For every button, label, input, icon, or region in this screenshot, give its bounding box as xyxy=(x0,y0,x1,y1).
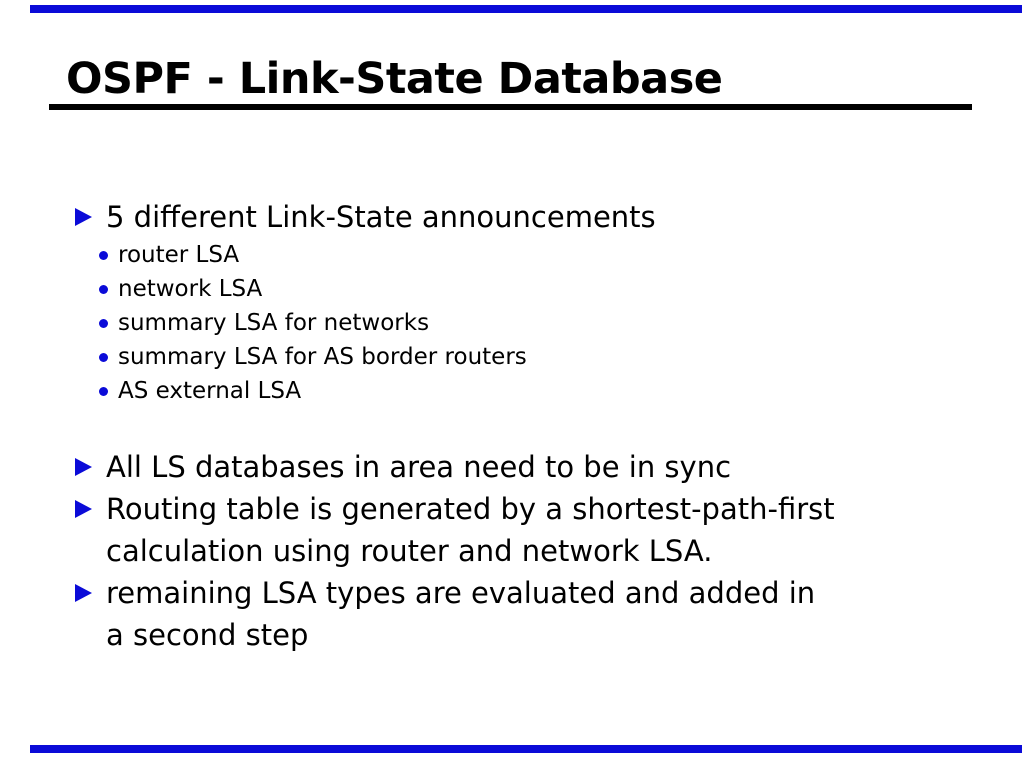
sub-bullet-text: router LSA xyxy=(118,242,240,268)
bullet-dot-icon xyxy=(99,319,108,328)
bullet-triangle-icon xyxy=(75,208,92,226)
sub-bullet-item xyxy=(99,340,656,374)
bullet-text: 5 different Link-State announcements xyxy=(106,200,656,234)
bullet-text: Routing table is generated by a shortest-path-first xyxy=(106,492,835,526)
bullet-block-announcements xyxy=(75,196,656,408)
sub-bullet-text: summary LSA for networks xyxy=(118,310,430,336)
bullet-item xyxy=(75,572,835,614)
bullet-dot-icon xyxy=(99,353,108,362)
sub-bullet-text: summary LSA for AS border routers xyxy=(118,344,527,370)
bullet-triangle-icon xyxy=(75,500,92,518)
bullet-text: All LS databases in area need to be in sync xyxy=(106,450,732,484)
bullet-continuation-line xyxy=(106,530,835,572)
bullet-text: calculation using router and network LSA. xyxy=(106,534,713,568)
bullet-text: remaining LSA types are evaluated and added in xyxy=(106,576,816,610)
sub-bullet-text: AS external LSA xyxy=(118,378,302,404)
bullet-dot-icon xyxy=(99,251,108,260)
title-underline xyxy=(49,104,972,110)
bullet-continuation-line xyxy=(106,614,835,656)
bullet-item xyxy=(75,196,656,238)
sub-bullet-item xyxy=(99,238,656,272)
sub-bullet-item xyxy=(99,306,656,340)
bullet-item xyxy=(75,488,835,530)
bullet-triangle-icon xyxy=(75,584,92,602)
bullet-block-databases xyxy=(75,446,835,656)
bottom-rule-bar xyxy=(30,745,1022,753)
bullet-dot-icon xyxy=(99,387,108,396)
sub-bullet-text: network LSA xyxy=(118,276,263,302)
bullet-triangle-icon xyxy=(75,458,92,476)
top-rule-bar xyxy=(30,5,1022,13)
bullet-item xyxy=(75,446,835,488)
bullet-dot-icon xyxy=(99,285,108,294)
sub-bullet-item xyxy=(99,272,656,306)
bullet-text: a second step xyxy=(106,618,309,652)
slide-title: OSPF - Link-State Database xyxy=(66,54,723,104)
sub-bullet-item xyxy=(99,374,656,408)
